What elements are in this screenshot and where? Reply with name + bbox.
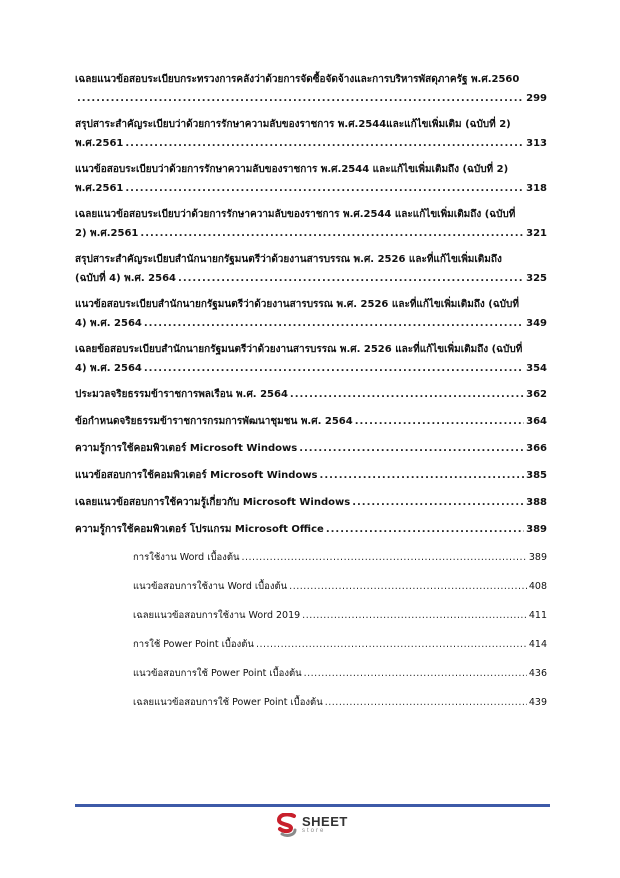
dot-leader xyxy=(302,606,527,625)
dot-leader xyxy=(325,693,527,712)
footer-divider xyxy=(75,804,550,807)
dot-leader xyxy=(355,412,524,431)
dot-leader xyxy=(290,385,524,404)
toc-page-number: 313 xyxy=(526,138,547,149)
toc-entry-title: ประมวลจริยธรรมข้าราชการพลเรือน พ.ศ. 2564 xyxy=(75,389,288,400)
dot-leader xyxy=(125,179,524,198)
logo-wordmark: SHEET xyxy=(302,814,348,829)
toc-sub-entry[interactable] xyxy=(133,635,547,654)
toc-entry[interactable] xyxy=(75,340,547,378)
toc-sub-entry-title: การใช้ Power Point เบื้องต้น xyxy=(133,639,254,650)
toc-page-number: 321 xyxy=(526,228,547,239)
dot-leader xyxy=(125,134,524,153)
toc-entry[interactable] xyxy=(75,160,547,198)
dot-leader xyxy=(256,635,527,654)
sheet-store-logo xyxy=(276,813,348,837)
toc-page-number: 408 xyxy=(528,581,547,592)
toc-entry-title-cont: 2) พ.ศ.2561 xyxy=(75,228,139,239)
toc-entry-title: แนวข้อสอบการใช้คอมพิวเตอร์ Microsoft Windows xyxy=(75,470,318,481)
toc-entry-title: ความรู้การใช้คอมพิวเตอร์ โปรแกรม Microsoft Office xyxy=(75,524,324,535)
dot-leader xyxy=(326,520,524,539)
toc-page-number: 411 xyxy=(528,610,547,621)
toc-entry-title-cont: 4) พ.ศ. 2564 xyxy=(75,318,142,329)
toc-entry-title: เฉลยแนวข้อสอบการใช้ความรู้เกี่ยวกับ Microsoft Windows xyxy=(75,497,351,508)
dot-leader xyxy=(140,224,524,243)
dot-leader xyxy=(144,359,524,378)
toc-entry[interactable] xyxy=(75,412,547,431)
toc-sub-entry[interactable] xyxy=(133,606,547,625)
dot-leader xyxy=(299,439,524,458)
toc-entry[interactable] xyxy=(75,115,547,153)
dot-leader xyxy=(352,493,524,512)
toc-entry[interactable] xyxy=(75,493,547,512)
toc-entry-title: สรุปสาระสำคัญระเบียบสำนักนายกรัฐมนตรีว่าด้วยงานสารบรรณ พ.ศ. 2526 และที่แก้ไขเพิ่มเติมถึง xyxy=(75,254,502,265)
toc-page-number: 385 xyxy=(526,470,547,481)
toc-entry[interactable] xyxy=(75,520,547,539)
toc-entry-title: เฉลยข้อสอบระเบียบสำนักนายกรัฐมนตรีว่าด้วยงานสารบรรณ พ.ศ. 2526 และที่แก้ไขเพิ่มเติมถึง (ฉบับที่ xyxy=(75,344,523,355)
dot-leader xyxy=(289,577,527,596)
toc-entry-title-cont: พ.ศ.2561 xyxy=(75,138,124,149)
toc-entry[interactable] xyxy=(75,295,547,333)
dot-leader xyxy=(144,314,524,333)
toc-page-number: 364 xyxy=(526,416,547,427)
table-of-contents xyxy=(75,70,547,722)
toc-page-number: 362 xyxy=(526,389,547,400)
toc-page-number: 366 xyxy=(526,443,547,454)
dot-leader xyxy=(178,269,524,288)
toc-sub-entry[interactable] xyxy=(133,577,547,596)
toc-entry-title-cont: (ฉบับที่ 4) พ.ศ. 2564 xyxy=(75,273,177,284)
toc-entry[interactable] xyxy=(75,385,547,404)
toc-entry-title: แนวข้อสอบระเบียบสำนักนายกรัฐมนตรีว่าด้วยงานสารบรรณ พ.ศ. 2526 และที่แก้ไขเพิ่มเติมถึง (ฉบับที่ xyxy=(75,299,519,310)
logo-tagline: store xyxy=(302,828,326,834)
toc-entry-title: ข้อกำหนดจริยธรรมข้าราชการกรมการพัฒนาชุมชน พ.ศ. 2564 xyxy=(75,416,353,427)
toc-entry-title: ความรู้การใช้คอมพิวเตอร์ Microsoft Windows xyxy=(75,443,298,454)
toc-entry-title: เฉลยแนวข้อสอบระเบียบว่าด้วยการรักษาความลับของราชการ พ.ศ.2544 และแก้ไขเพิ่มเติมถึง (ฉบับที่ xyxy=(75,209,516,220)
toc-page-number: 389 xyxy=(526,524,547,535)
dot-leader xyxy=(242,548,527,567)
sheet-logo-icon xyxy=(276,813,298,837)
dot-leader xyxy=(304,664,527,683)
toc-page-number: 414 xyxy=(528,639,547,650)
toc-entry-title-cont: 4) พ.ศ. 2564 xyxy=(75,363,142,374)
toc-page-number: 325 xyxy=(526,273,547,284)
toc-sub-entry[interactable] xyxy=(133,548,547,567)
toc-sub-entry-title: เฉลยแนวข้อสอบการใช้ Power Point เบื้องต้น xyxy=(133,697,323,708)
toc-sub-entry-title: การใช้งาน Word เบื้องต้น xyxy=(133,552,240,563)
toc-entry[interactable] xyxy=(75,439,547,458)
toc-entry-title: สรุปสาระสำคัญระเบียบว่าด้วยการรักษาความลับของราชการ พ.ศ.2544และแก้ไขเพิ่มเติม (ฉบับที่ 2) xyxy=(75,119,511,130)
toc-entry[interactable] xyxy=(75,466,547,485)
toc-sub-entry-title: เฉลยแนวข้อสอบการใช้งาน Word 2019 xyxy=(133,610,301,621)
toc-sub-entry-title: แนวข้อสอบการใช้ Power Point เบื้องต้น xyxy=(133,668,302,679)
toc-sub-entry[interactable] xyxy=(133,664,547,683)
toc-page-number: 354 xyxy=(526,363,547,374)
toc-entry[interactable] xyxy=(75,205,547,243)
toc-entry-title: แนวข้อสอบระเบียบว่าด้วยการรักษาความลับของราชการ พ.ศ.2544 และแก้ไขเพิ่มเติมถึง (ฉบับที่ 2) xyxy=(75,164,509,175)
toc-page-number: 349 xyxy=(526,318,547,329)
toc-page-number: 436 xyxy=(528,668,547,679)
toc-sub-entry[interactable] xyxy=(133,693,547,712)
toc-entry[interactable] xyxy=(75,250,547,288)
dot-leader xyxy=(77,89,524,108)
toc-page-number: 388 xyxy=(526,497,547,508)
toc-entry[interactable] xyxy=(75,70,547,108)
dot-leader xyxy=(320,466,525,485)
toc-entry-title: เฉลยแนวข้อสอบระเบียบกระทรวงการคลังว่าด้วยการจัดซื้อจัดจ้างและการบริหารพัสดุภาครัฐ พ.ศ.2560 xyxy=(75,74,520,85)
toc-page-number: 389 xyxy=(528,552,547,563)
toc-entry-title-cont: พ.ศ.2561 xyxy=(75,183,124,194)
toc-page-number: 299 xyxy=(526,93,547,104)
toc-sub-entry-title: แนวข้อสอบการใช้งาน Word เบื้องต้น xyxy=(133,581,288,592)
toc-page-number: 318 xyxy=(526,183,547,194)
toc-page-number: 439 xyxy=(528,697,547,708)
